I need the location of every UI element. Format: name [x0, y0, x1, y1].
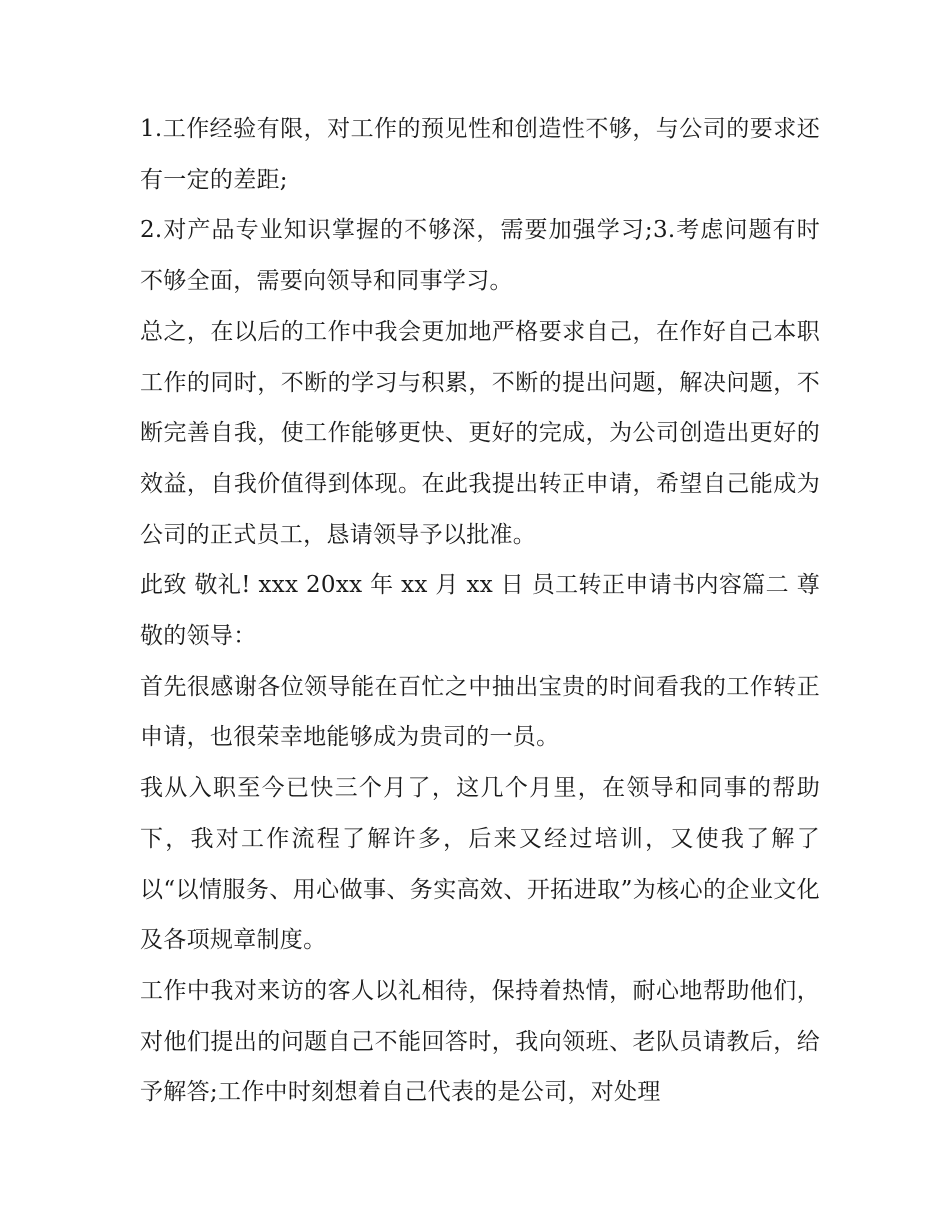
document-body	[140, 104, 820, 1118]
paragraph-onboarding: 我从入职至今已快三个月了，这几个月里，在领导和同事的帮助下，我对工作流程了解许多，后来又经过培训，又使我了解了以“以情服务、用心做事、务实高效、开拓进取”为核心的企业文化及各项规章制度。	[140, 775, 820, 954]
paragraph-shortcomings-1: 1.工作经验有限，对工作的预见性和创造性不够，与公司的要求还有一定的差距;	[140, 116, 820, 193]
paragraph-opening-thanks: 首先很感谢各位领导能在百忙之中抽出宝贵的时间看我的工作转正申请，也很荣幸地能够成为贵司的一员。	[140, 673, 820, 751]
paragraph-work-attitude: 工作中我对来访的客人以礼相待，保持着热情，耐心地帮助他们，对他们提出的问题自己不能回答时，我向领班、老队员请教后，给予解答;工作中时刻想着自己代表的是公司，对处理	[140, 977, 820, 1106]
paragraph-shortcomings-2-3: 2.对产品专业知识掌握的不够深，需要加强学习;3.考虑问题有时不够全面，需要向领导和同事学习。	[140, 217, 820, 295]
paragraph-conclusion: 总之，在以后的工作中我会更加地严格要求自己，在作好自己本职工作的同时，不断的学习与积累，不断的提出问题，解决问题，不断完善自我，使工作能够更快、更好的完成，为公司创造出更好的效益，自我价值得到体现。在此我提出转正申请，希望自己能成为公司的正式员工，恳请领导予以批准。	[140, 318, 820, 548]
paragraph-closing-salutation: 此致 敬礼! xxx 20xx 年 xx 月 xx 日 员工转正申请书内容篇二 尊敬的领导：	[140, 572, 820, 650]
